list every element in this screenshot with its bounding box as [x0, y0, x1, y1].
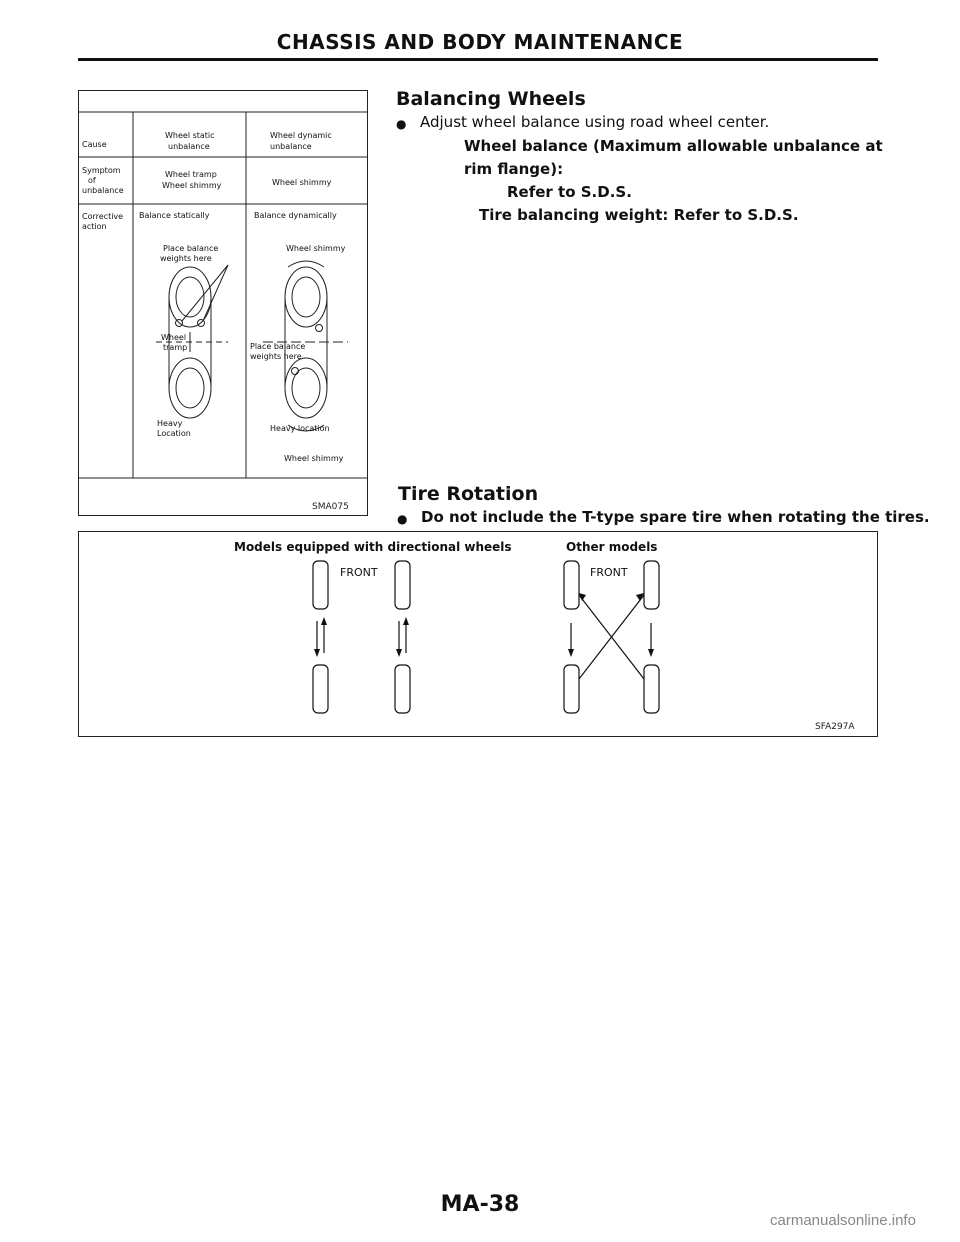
table-row-label-symptom-1: Symptom [82, 166, 121, 175]
table-row-label-symptom-3: unbalance [82, 186, 124, 195]
bullet-icon: ● [397, 512, 408, 526]
wheel-shimmy-bottom: Wheel shimmy [284, 454, 344, 463]
front-label-right: FRONT [590, 566, 628, 579]
page-number: MA-38 [440, 1192, 520, 1217]
balancing-spec-line-1: Wheel balance (Maximum allowable unbalance at [464, 137, 883, 155]
wheel-tramp-2: tramp [163, 343, 188, 352]
balancing-wheels-title: Balancing Wheels [396, 88, 586, 110]
table-row-label-symptom-2: of [88, 176, 96, 185]
table-row-label-action-2: action [82, 222, 107, 231]
table-row-label-action-1: Corrective [82, 212, 124, 221]
rotation-bullet-text: Do not include the T-type spare tire when rotating the tires. [421, 508, 930, 526]
balancing-spec-line-3: Refer to S.D.S. [507, 183, 632, 201]
static-symptom-2: Wheel shimmy [162, 181, 222, 190]
balancing-bullet-text: Adjust wheel balance using road wheel center. [420, 113, 770, 131]
rotation-diagram [78, 531, 878, 737]
dynamic-symptom: Wheel shimmy [272, 178, 332, 187]
rotation-caption-other: Other models [566, 540, 658, 554]
front-label-left: FRONT [340, 566, 378, 579]
unbalance-figure [78, 90, 368, 516]
bullet-icon: ● [396, 117, 407, 131]
tire-rotation-title: Tire Rotation [398, 483, 539, 505]
static-symptom-1: Wheel tramp [165, 170, 217, 179]
heavy-location-static-1: Heavy [157, 419, 183, 428]
dynamic-header-1: Wheel dynamic [270, 131, 332, 140]
static-header-2: unbalance [168, 142, 210, 151]
place-balance-dynamic-2: weights here [250, 352, 302, 361]
rotation-caption-directional: Models equipped with directional wheels [234, 540, 512, 554]
heavy-location-static-2: Location [157, 429, 191, 438]
static-action: Balance statically [139, 211, 210, 220]
table-row-label-cause: Cause [82, 140, 107, 149]
page-header: CHASSIS AND BODY MAINTENANCE [276, 30, 684, 54]
static-header-1: Wheel static [165, 131, 215, 140]
balancing-spec-line-4: Tire balancing weight: Refer to S.D.S. [479, 206, 799, 224]
dynamic-header-2: unbalance [270, 142, 312, 151]
place-balance-dynamic-1: Place balance [250, 342, 306, 351]
heavy-location-dynamic: Heavy location [270, 424, 330, 433]
place-balance-static-1: Place balance [163, 244, 219, 253]
balancing-spec-line-2: rim flange): [464, 160, 564, 178]
figure-code-sfa297a: SFA297A [815, 722, 855, 732]
wheel-shimmy-top: Wheel shimmy [286, 244, 346, 253]
watermark: carmanualsonline.info [770, 1212, 916, 1229]
figure-code-sma075: SMA075 [312, 502, 349, 512]
wheel-tramp-1: Wheel [161, 333, 187, 342]
dynamic-action: Balance dynamically [254, 211, 337, 220]
header-rule [78, 58, 878, 61]
place-balance-static-2: weights here [160, 254, 212, 263]
